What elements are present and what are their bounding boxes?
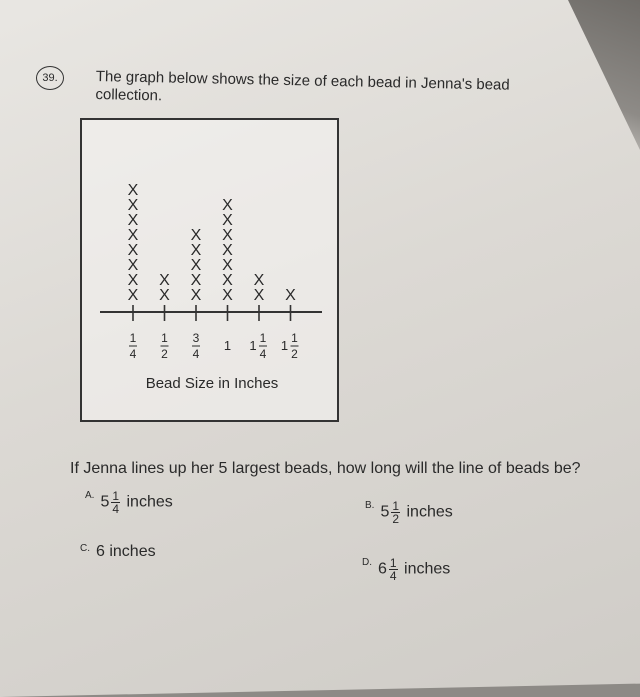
data-mark-x: X <box>222 287 233 304</box>
choice-b-fraction <box>391 500 400 525</box>
choice-d-fraction <box>389 557 398 582</box>
line-plot <box>82 120 337 420</box>
data-mark-x: X <box>222 212 233 229</box>
tick-label-numerator: 1 <box>161 331 168 345</box>
data-mark-x: X <box>127 272 139 289</box>
tick-label-denominator: 4 <box>259 347 267 361</box>
data-mark-x: X <box>222 227 233 244</box>
choice-c[interactable] <box>80 543 156 561</box>
choice-a-fraction <box>111 490 120 515</box>
tick-label-denominator: 2 <box>161 347 168 361</box>
data-mark-x: X <box>253 272 265 289</box>
question-intro: The graph below shows the size of each bead in Jenna's bead collection. <box>95 68 510 105</box>
data-mark-x: X <box>190 242 202 259</box>
line-plot-box <box>80 118 339 422</box>
choice-b[interactable] <box>365 500 453 525</box>
tick-label-denominator: 4 <box>192 347 200 361</box>
data-mark-x: X <box>285 287 296 304</box>
data-mark-x: X <box>222 272 233 289</box>
data-mark-x: X <box>159 272 170 289</box>
choice-b-letter: B. <box>365 500 375 511</box>
data-mark-x: X <box>253 287 265 304</box>
data-mark-x: X <box>222 242 233 259</box>
data-mark-x: X <box>159 287 170 304</box>
choice-a-num: 1 <box>112 489 120 503</box>
data-mark-x: X <box>222 257 233 274</box>
x-axis-label: Bead Size in Inches <box>145 375 279 392</box>
choice-d-letter: D. <box>362 557 372 568</box>
choice-b-whole: 5 <box>380 503 390 521</box>
data-mark-x: X <box>190 287 202 304</box>
data-mark-x: X <box>127 242 139 259</box>
choice-c-letter: C. <box>80 543 90 554</box>
choice-d-whole: 6 <box>378 560 387 578</box>
choice-d-num: 1 <box>389 556 397 570</box>
data-mark-x: X <box>127 257 139 274</box>
data-mark-x: X <box>127 212 139 229</box>
tick-label-denominator: 4 <box>129 347 137 361</box>
data-mark-x: X <box>190 227 202 244</box>
choice-b-den: 2 <box>392 512 400 526</box>
tick-label-numerator: 1 <box>291 331 298 345</box>
tick-label-numerator: 1 <box>259 331 267 345</box>
data-mark-x: X <box>127 197 139 214</box>
choice-d[interactable] <box>362 557 450 582</box>
data-mark-x: X <box>190 257 202 274</box>
data-mark-x: X <box>127 227 139 244</box>
choice-a-den: 4 <box>112 502 120 516</box>
tick-label-denominator: 2 <box>291 347 298 361</box>
tick-label-whole: 1 <box>223 338 232 353</box>
tick-label-whole: 1 <box>280 338 289 353</box>
data-mark-x: X <box>127 287 139 304</box>
choice-a-letter: A. <box>85 490 95 501</box>
question-number: 39. <box>36 66 64 90</box>
data-mark-x: X <box>190 272 202 289</box>
tick-label-numerator: 1 <box>129 331 137 345</box>
choice-b-num: 1 <box>392 499 400 513</box>
choice-a[interactable] <box>85 490 173 515</box>
choice-b-unit: inches <box>406 503 453 521</box>
question-text: If Jenna lines up her 5 largest beads, how long will the line of beads be? <box>70 460 581 477</box>
tick-label-numerator: 3 <box>192 331 200 345</box>
choice-a-whole: 5 <box>100 493 110 511</box>
tick-label-whole: 1 <box>249 338 257 353</box>
choice-d-unit: inches <box>404 560 451 578</box>
data-mark-x: X <box>222 197 233 214</box>
choice-d-den: 4 <box>389 569 397 583</box>
choice-a-unit: inches <box>126 493 173 511</box>
choice-c-text: 6 inches <box>96 543 156 560</box>
data-mark-x: X <box>127 182 139 199</box>
